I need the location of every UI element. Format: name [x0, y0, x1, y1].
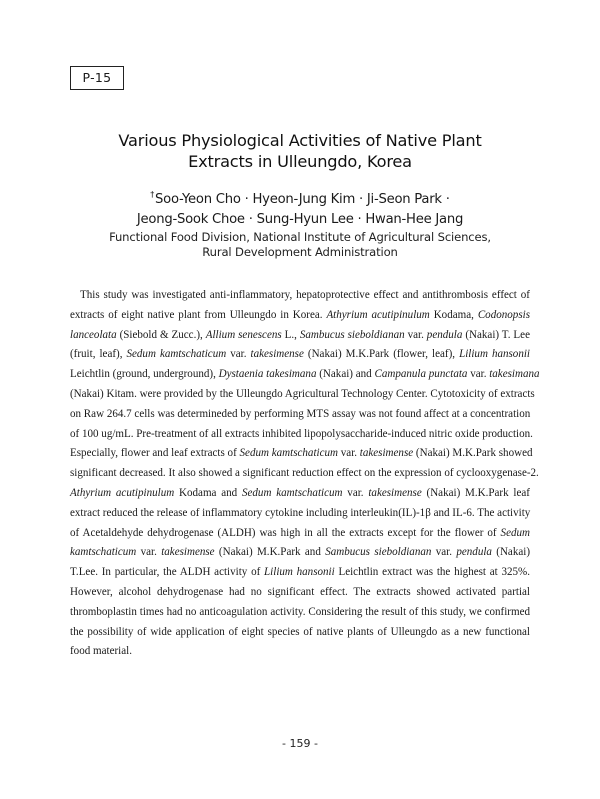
- abstract-text: thromboplastin times had no anticoagulation activity. Considering the result of this study, we confirmed: [70, 605, 530, 618]
- species-name: takesimense: [161, 546, 215, 559]
- abstract-text: (Nakai): [491, 546, 531, 559]
- abstract-text: (fruit, leaf),: [70, 348, 127, 361]
- abstract-text: of Acetaldehyde dehydrogenase (ALDH) was high in all the extracts except for the flower of: [70, 526, 501, 539]
- abstract-text: significant decreased. It also showed a significant reduction effect on the expression of cyclooxygenase-2.: [70, 467, 539, 480]
- abstract-text: var.: [338, 447, 360, 460]
- abstract-text: Especially, flower and leaf extracts of: [70, 447, 240, 460]
- species-name: Sedum kamtschaticum: [241, 486, 343, 499]
- abstract-text: on Raw 264.7 cells was determineded by performing MTS assay was not found affect at a concentration: [70, 407, 531, 420]
- abstract-text: extract reduced the release of inflammatory cytokine including interleukin(IL)-1β and IL-6. The activity: [70, 506, 531, 519]
- abstract-line: [70, 385, 535, 405]
- poster-code-box: [70, 66, 124, 90]
- abstract-line: [70, 326, 530, 346]
- abstract-text: L.,: [281, 328, 300, 341]
- author-list: [0, 185, 600, 230]
- author-line-1-text: Soo-Yeon Cho · Hyeon-Jung Kim · Ji-Seon Park ·: [155, 192, 450, 207]
- abstract-line: [70, 543, 530, 563]
- species-name: Lilium hansonii: [459, 348, 530, 361]
- abstract-text: This study was investigated anti-inflammatory, hepatoprotective effect and antithrombosis effect of: [80, 289, 530, 301]
- species-name: Codonopsis: [477, 308, 530, 321]
- affiliation: [0, 230, 600, 260]
- species-name: takesimana: [489, 368, 540, 381]
- abstract-text: (Nakai) Kitam. were provided by the Ulleungdo Agricultural Technology Center. Cytotoxicity of extracts: [70, 387, 535, 400]
- species-name: Sambucus sieboldianan: [325, 546, 432, 559]
- abstract-line: [70, 603, 530, 623]
- species-name: takesimense: [359, 447, 414, 460]
- species-name: pendula: [426, 328, 463, 341]
- abstract-line: [70, 524, 530, 544]
- abstract-line: [70, 504, 530, 524]
- paper-title: [0, 130, 600, 172]
- abstract-text: T.Lee. In particular, the ALDH activity of: [70, 566, 265, 579]
- abstract-text: var.: [404, 328, 427, 341]
- species-name: Dystaenia takesimana: [218, 368, 317, 381]
- abstract-text: (Nakai) and: [316, 368, 375, 381]
- title-line-1: Various Physiological Activities of Native Plant: [118, 131, 482, 150]
- abstract-text: (Nakai) M.K.Park and: [214, 546, 326, 559]
- species-name: Athyrium acutipinulum: [326, 308, 430, 321]
- abstract-line: [70, 623, 530, 643]
- abstract-text: var.: [226, 348, 251, 361]
- abstract-text: var.: [136, 546, 162, 559]
- species-name: lanceolata: [70, 328, 117, 341]
- affiliation-line-2: Rural Development Administration: [202, 245, 398, 259]
- abstract-line: [70, 286, 530, 306]
- abstract-line: [70, 642, 530, 662]
- abstract-text: (Siebold & Zucc.),: [116, 328, 206, 341]
- species-name: takesimense: [368, 486, 422, 499]
- abstract-text: the possibility of wide application of eight species of native plants of Ulleungdo as a new functional: [70, 625, 530, 638]
- abstract-text: Kodama,: [429, 308, 478, 321]
- species-name: Sedum kamtschaticum: [239, 447, 338, 460]
- abstract-line: [70, 583, 530, 603]
- affiliation-line-1: Functional Food Division, National Institute of Agricultural Sciences,: [109, 230, 491, 244]
- abstract-text: Kodama and: [174, 486, 242, 499]
- abstract-line: [70, 563, 530, 583]
- species-name: Sambucus sieboldianan: [299, 328, 405, 341]
- abstract-text: food material.: [70, 645, 132, 658]
- abstract-line: [70, 444, 533, 464]
- species-name: takesimense: [250, 348, 304, 361]
- abstract-text: var.: [467, 368, 490, 381]
- species-name: Sedum: [500, 526, 530, 539]
- poster-code: P-15: [82, 70, 112, 85]
- abstract-line: [70, 365, 540, 385]
- species-name: kamtschaticum: [70, 546, 137, 559]
- abstract-text: of 100 ug/mL. Pre-treatment of all extracts inhibited lipopolysaccharide-induced nitric oxide production.: [70, 427, 533, 440]
- abstract-text: var.: [431, 546, 457, 559]
- abstract-text: (Nakai) M.K.Park showed: [413, 447, 533, 460]
- species-name: Lilium hansonii: [264, 566, 335, 579]
- corresponding-author-marker: †: [150, 190, 155, 199]
- abstract-line: [70, 345, 530, 365]
- abstract-text: However, alcohol dehydrogenase had no significant effect. The extracts showed activated partial: [70, 585, 530, 598]
- author-line-2: Jeong-Sook Choe · Sung-Hyun Lee · Hwan-Hee Jang: [136, 212, 464, 227]
- page-number: - 159 -: [282, 737, 318, 750]
- abstract-text: var.: [342, 486, 369, 499]
- abstract-body: [70, 286, 540, 662]
- species-name: Campanula punctata: [374, 368, 468, 381]
- abstract-line: [70, 464, 539, 484]
- abstract-text: extracts of eight native plant from Ulleungdo in Korea.: [70, 308, 327, 321]
- abstract-text: (Nakai) M.K.Park (flower, leaf),: [303, 348, 460, 361]
- abstract-line: [70, 425, 533, 445]
- species-name: pendula: [456, 546, 492, 559]
- abstract-line: [70, 484, 530, 504]
- species-name: Sedum kamtschaticum: [126, 348, 227, 361]
- abstract-text: Leichtlin (ground, underground),: [70, 368, 219, 381]
- species-name: Allium senescens: [205, 328, 282, 341]
- abstract-line: [70, 405, 530, 425]
- author-line-1: [0, 185, 600, 210]
- abstract-text: Leichtlin extract was the highest at 325%.: [334, 566, 530, 579]
- species-name: Athyrium acutipinulum: [70, 486, 175, 499]
- abstract-text: (Nakai) T. Lee: [462, 328, 530, 341]
- abstract-text: (Nakai) M.K.Park leaf: [421, 486, 530, 499]
- abstract-line: [70, 306, 530, 326]
- title-line-2: Extracts in Ulleungdo, Korea: [188, 152, 412, 171]
